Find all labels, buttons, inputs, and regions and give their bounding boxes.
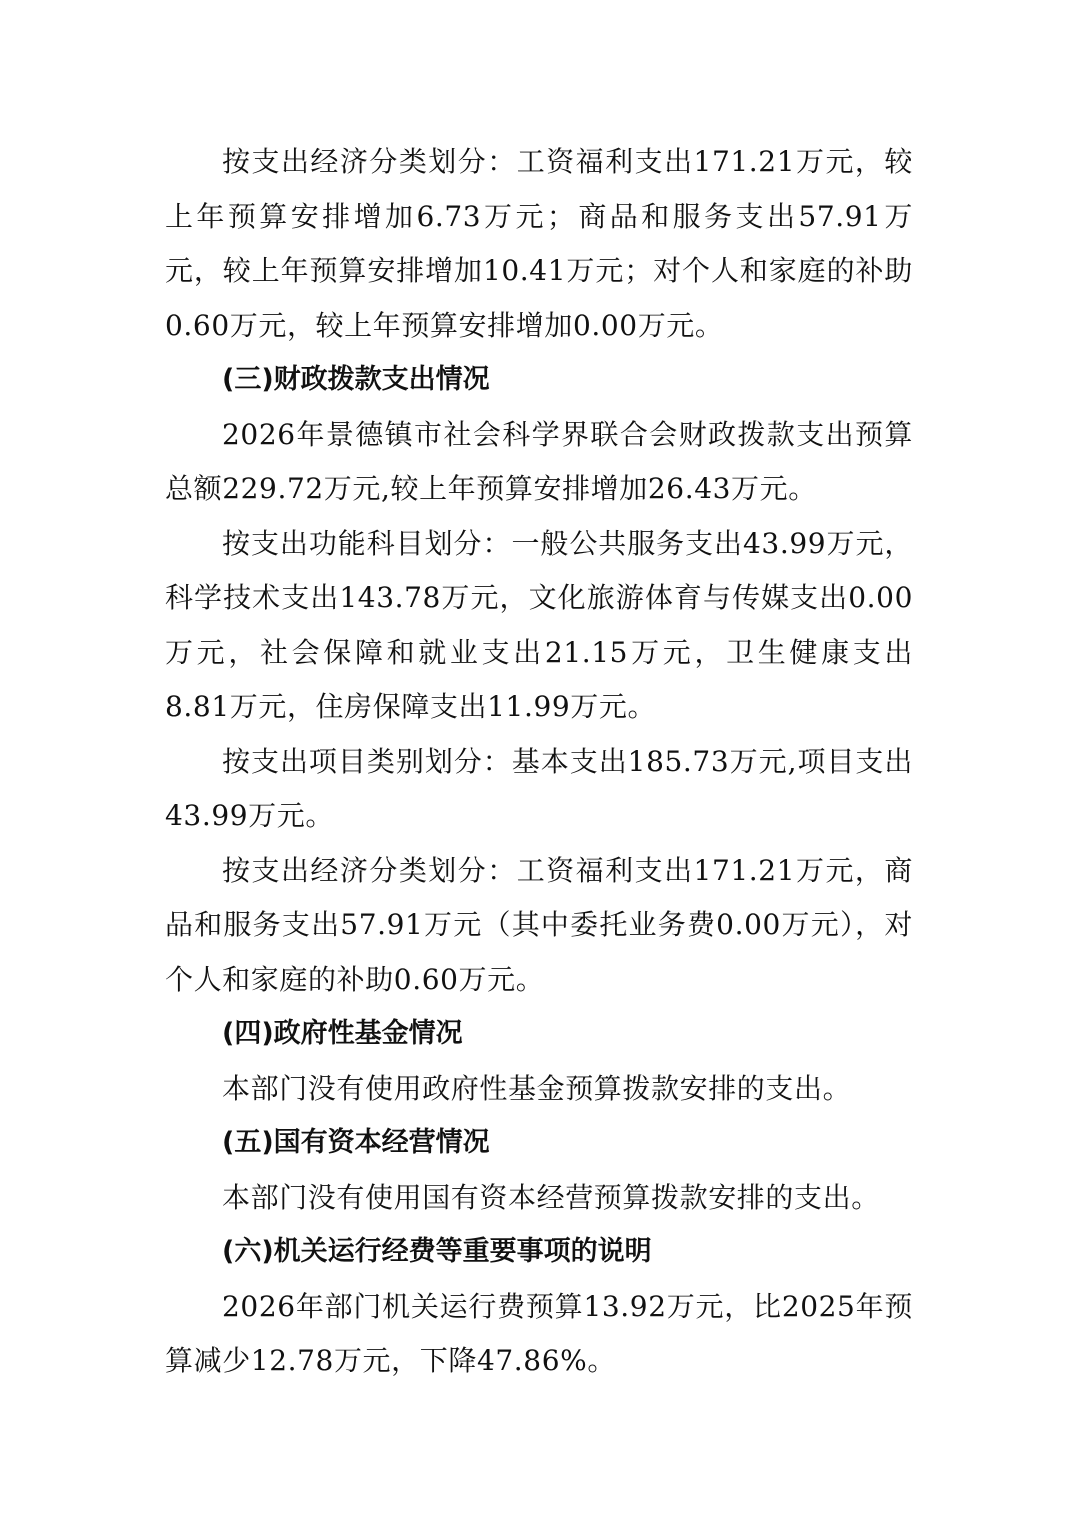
document-body — [165, 135, 913, 1389]
paragraph-fiscal-total: 2026年景德镇市社会科学界联合会财政拨款支出预算总额229.72万元,较上年预算安排增加26.43万元。 — [165, 417, 913, 505]
heading-operating-expenses-notes: (六)机关运行经费等重要事项的说明 — [222, 1236, 652, 1267]
paragraph-state-capital-operation: 本部门没有使用国有资本经营预算拨款安排的支出。 — [222, 1180, 880, 1214]
paragraph-project-category: 按支出项目类别划分：基本支出185.73万元,项目支出43.99万元。 — [165, 744, 913, 832]
paragraph-operating-expenses: 2026年部门机关运行费预算13.92万元，比2025年预算减少12.78万元，下降47.86%。 — [165, 1289, 913, 1377]
heading-fiscal-appropriation-expenditure: (三)财政拨款支出情况 — [222, 364, 490, 395]
paragraph-economic-classification-general: 按支出经济分类划分：工资福利支出171.21万元，较上年预算安排增加6.73万元；商品和服务支出57.91万元，较上年预算安排增加10.41万元；对个人和家庭的补助0.60万元，较上年预算安排增加0.00万元。 — [165, 145, 913, 342]
paragraph-functional-classification: 按支出功能科目划分：一般公共服务支出43.99万元，科学技术支出143.78万元，文化旅游体育与传媒支出0.00万元，社会保障和就业支出21.15万元，卫生健康支出8.81万元，住房保障支出11.99万元。 — [165, 526, 913, 723]
paragraph-economic-classification-fiscal: 按支出经济分类划分：工资福利支出171.21万元，商品和服务支出57.91万元（其中委托业务费0.00万元），对个人和家庭的补助0.60万元。 — [165, 853, 913, 996]
paragraph-government-fund: 本部门没有使用政府性基金预算拨款安排的支出。 — [222, 1071, 852, 1105]
heading-government-fund: (四)政府性基金情况 — [222, 1018, 463, 1049]
heading-state-capital-operation: (五)国有资本经营情况 — [222, 1127, 490, 1158]
